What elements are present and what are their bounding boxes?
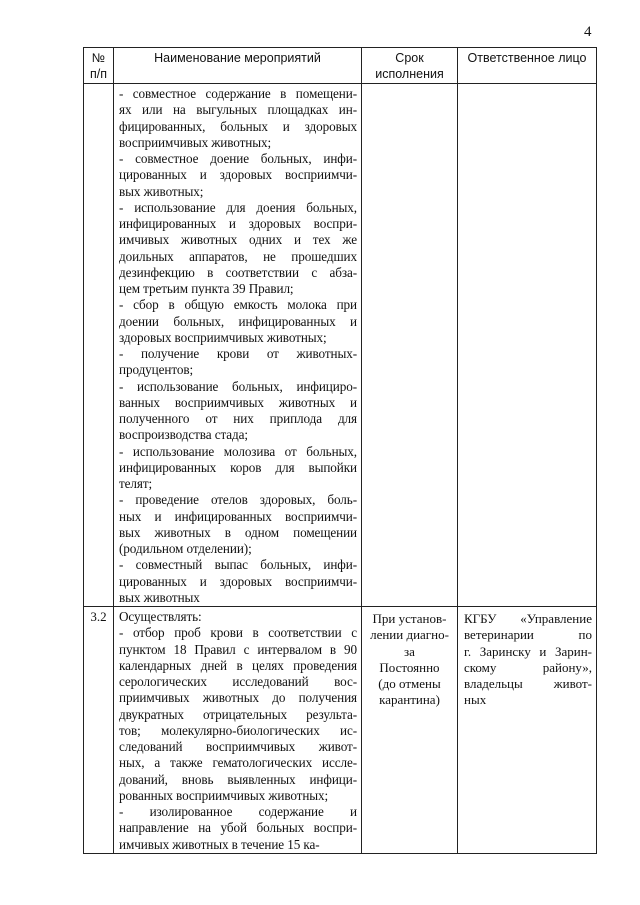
text-line: приимчивых животных до получения [119,690,357,706]
text-line: - использование для доения больных, [119,199,357,215]
text-line: - получение крови от животных- [119,346,357,361]
text-line: воспроизводства стада; [119,427,248,443]
measures-table [83,47,597,854]
text-line: доении больных, инфицированных и [119,313,357,329]
text-line: вых животных; [119,183,204,199]
text-line: цем третьим пункта 39 Правил; [119,281,294,296]
text-line: календарных дней в целях проведения [119,657,357,673]
text-line: имчивых животных одних и тех же [119,232,357,248]
text-line: - совместное содержание в помещени- [119,86,357,101]
text-line: ванных восприимчивых животных и [119,394,357,410]
text-line: инфицированных коров для выпойки [119,459,357,475]
text-line: полученного от них приплода для [119,411,357,426]
text-line: - отбор проб крови в соответствии с [119,625,357,641]
text-line: серологических исследований вос- [119,674,357,689]
text-line: дезинфекцию в соответствии с абза- [119,264,357,280]
text-line: фицированных, больных и здоровых [119,118,357,134]
table-row [84,84,597,607]
text-line: двукратных отрицательных результа- [119,706,357,722]
text-line: восприимчивых животных; [119,134,272,150]
text-line: инфицированных и здоровых воспри- [119,216,357,231]
text-line: направление на убой больных воспри- [119,820,357,836]
term-line: карантина) [379,692,440,708]
row-number [84,84,114,607]
text-line: доильных аппаратов, не прошедших [119,248,357,264]
term-line: за [404,643,415,659]
text-line: телят; [119,476,153,491]
text-line: вых животных в одном помещении [119,524,357,540]
responsible-line: скому району», [464,659,592,675]
text-line: пунктом 18 Правил с интервалом в 90 [119,641,357,657]
header-responsible: Ответственное лицо [458,48,597,84]
text-line: ных и инфицированных восприимчи- [119,508,357,524]
text-line: тов; молекулярно-биологических ис- [119,722,357,738]
text-line: ях или на выгульных площадках ин- [119,102,357,118]
text-line: - проведение отелов здоровых, боль- [119,492,357,508]
header-name: Наименование мероприятий [114,48,362,84]
text-line: следований восприимчивых живот- [119,739,357,754]
term-line: лении диагно- [370,627,449,643]
term-cell [362,607,458,854]
row-number: 3.2 [84,607,114,854]
measure-text [114,84,362,607]
responsible-cell [458,607,597,854]
text-line: здоровых восприимчивых животных; [119,329,327,345]
table-row [84,607,597,854]
text-line: Осуществлять: [119,609,202,624]
responsible-line: ветеринарии по [464,627,592,643]
text-line: рованных восприимчивых животных; [119,787,329,803]
text-line: цированных и здоровых восприимчи- [119,167,357,183]
term-line: При установ- [372,611,447,626]
responsible-line: г. Заринску и Зарин- [464,643,592,659]
text-line: цированных и здоровых восприимчи- [119,573,357,589]
term-line: (до отмены [378,676,441,691]
responsible-line: владельцы живот- [464,676,592,691]
text-line: (родильном отделении); [119,541,252,556]
term-cell [362,84,458,607]
text-line: - совместный выпас больных, инфи- [119,557,357,573]
page-number: 4 [584,24,592,40]
text-line: - изолированное содержание и [119,804,357,819]
responsible-line: ных [464,692,487,708]
text-line: вых животных [119,589,200,605]
text-line: - сбор в общую емкость молока при [119,297,357,313]
header-num: № п/п [84,48,114,84]
table-header-row [84,48,597,84]
header-term: Срок исполнения [362,48,458,84]
text-line: - совместное доение больных, инфи- [119,151,357,166]
text-line: имчивых животных в течение 15 ка- [119,836,320,852]
term-line: Постоянно [379,659,440,675]
text-line: продуцентов; [119,362,194,378]
text-line: ных, а также гематологических иссле- [119,755,357,771]
text-line: - использование молозива от больных, [119,443,357,459]
measure-text [114,607,362,854]
text-line: - использование больных, инфициро- [119,378,357,394]
text-line: дований, вновь выявленных инфици- [119,771,357,787]
responsible-cell [458,84,597,607]
responsible-line: КГБУ «Управление [464,611,592,626]
